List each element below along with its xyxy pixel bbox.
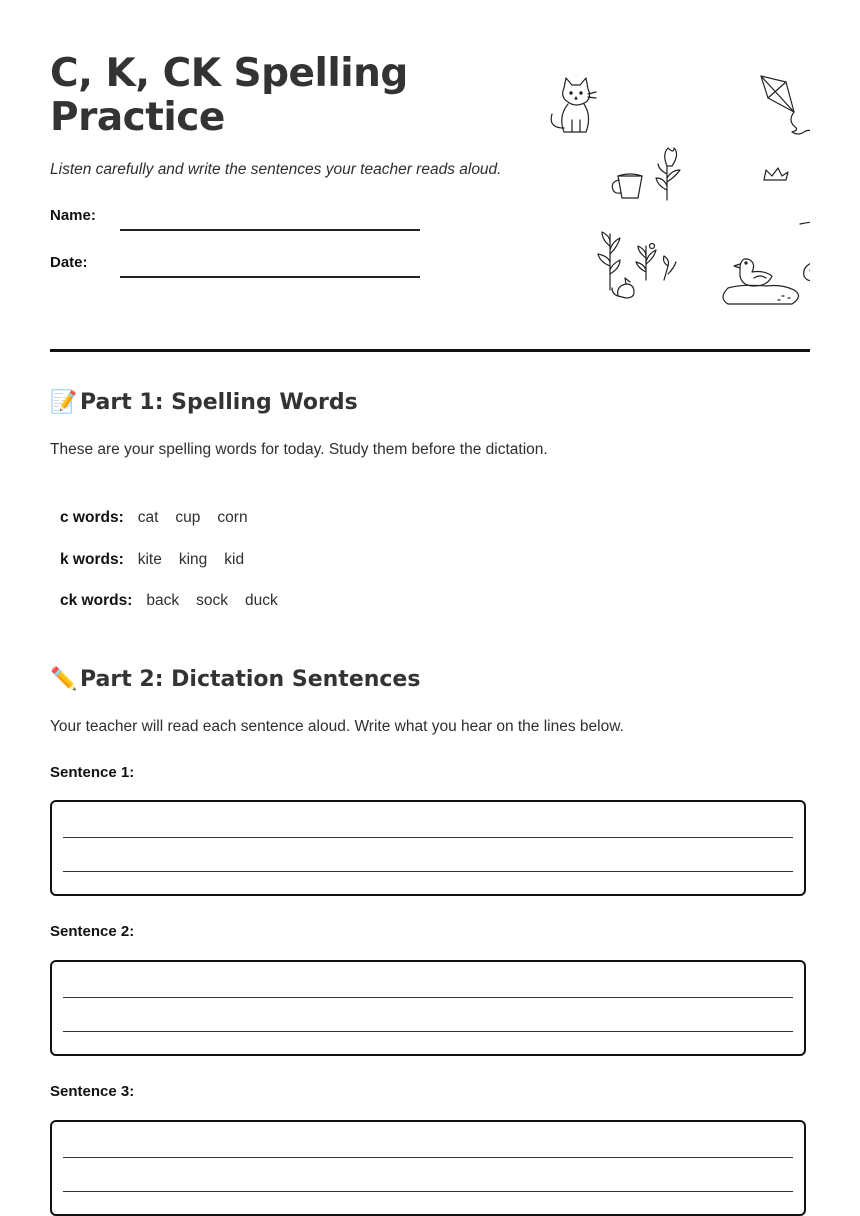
part1-intro: These are your spelling words for today. Study them before the dictation. (50, 441, 548, 458)
name-field[interactable] (120, 229, 420, 231)
sentence-3-answer-box[interactable] (50, 1120, 806, 1216)
name-label: Name: (50, 207, 96, 224)
header-divider (50, 349, 810, 352)
cat-icon (551, 78, 596, 132)
kite-icon (761, 76, 810, 134)
sock-icon (800, 221, 810, 280)
sentence-2-answer-box[interactable] (50, 960, 806, 1056)
sentence-1-label: Sentence 1: (50, 764, 135, 781)
spelling-word: kid (224, 551, 245, 568)
writing-line (63, 1157, 793, 1158)
sentence-3-label: Sentence 3: (50, 1083, 135, 1100)
flower-icon (656, 148, 680, 200)
sprout-icon (598, 232, 676, 298)
spelling-word: duck (244, 592, 278, 609)
writing-line (63, 1031, 793, 1032)
part2-heading-text: Part 2: Dictation Sentences (80, 667, 421, 692)
worksheet-page (50, 0, 810, 1161)
part2-intro: Your teacher will read each sentence aloud. Write what you hear on the lines below. (50, 718, 624, 735)
spelling-word: back (146, 592, 180, 609)
writing-line (63, 837, 793, 838)
page-title (50, 52, 520, 140)
part1-heading (50, 390, 358, 415)
word-group-k (60, 551, 261, 569)
spelling-word: corn (217, 509, 248, 526)
word-group-label: k words: (60, 551, 124, 568)
part1-heading-text: Part 1: Spelling Words (80, 390, 358, 415)
illustrations (542, 70, 810, 320)
word-group-ck (60, 592, 295, 610)
sentence-2-label: Sentence 2: (50, 923, 135, 940)
page-title-line-2: Practice (50, 95, 225, 140)
word-group-label: ck words: (60, 592, 133, 609)
spelling-word: kite (137, 551, 162, 568)
sentence-1-answer-box[interactable] (50, 800, 806, 896)
writing-line (63, 871, 793, 872)
duck-icon (723, 259, 799, 304)
spelling-word: cup (175, 509, 201, 526)
pencil-icon: ✏️ (50, 667, 78, 692)
writing-line (63, 1191, 793, 1192)
word-group-label: c words: (60, 509, 124, 526)
date-field[interactable] (120, 276, 420, 278)
spelling-word: cat (137, 509, 159, 526)
spelling-word: sock (196, 592, 228, 609)
writing-line (63, 997, 793, 998)
spelling-word: king (178, 551, 208, 568)
date-label: Date: (50, 254, 88, 271)
page-subtitle: Listen carefully and write the sentences your teacher reads aloud. (50, 161, 502, 178)
crown-icon (764, 168, 788, 180)
memo-icon: 📝 (50, 390, 78, 415)
page-title-line-1: C, K, CK Spelling (50, 51, 408, 96)
part2-heading (50, 667, 420, 692)
cup-icon (612, 174, 642, 198)
word-group-c (60, 509, 265, 527)
